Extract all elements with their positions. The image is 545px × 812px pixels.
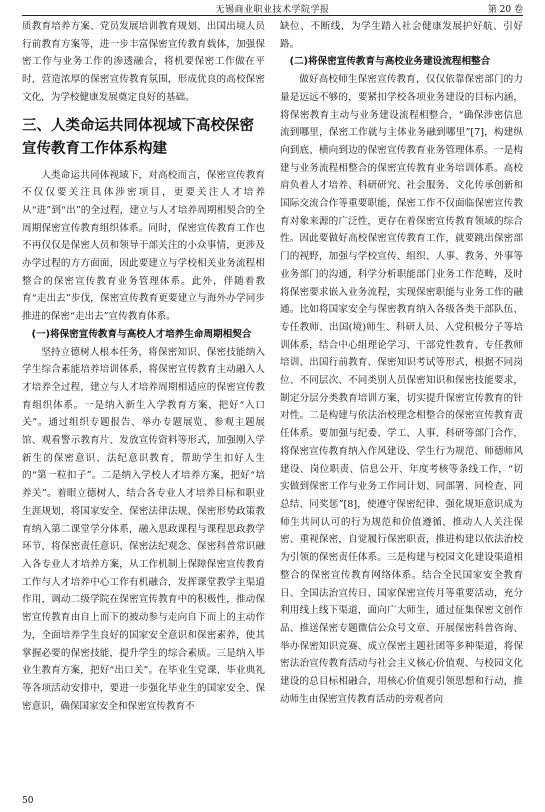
intro-paragraph: 质教育培养方案、党员发展培训教育规划、出国出境人员行前教育方案等，进一步丰富保密宣传教育载体，加强保密工作与业务工作的渗透融合，将机要保密工作做在平时，营造浓厚的保密宣传教育氛围，形成优良的高校保密文化，为学校健康发展奠定良好的基础。 xyxy=(22,21,265,103)
left-column xyxy=(22,18,265,788)
right-column xyxy=(280,18,523,788)
subsection-heading-1: (一)将保密宣传教育与高校人才培养生命周期相契合 xyxy=(31,328,252,340)
continued-paragraph: 缺位、不断线，为学生踏入社会健康发展护好航、引好路。 xyxy=(280,21,523,50)
subsection-paragraph-2: 做好高校师生保密宣传教育，仅仅依靠保密部门的力量是远远不够的，要紧扣学校各项业务建设的目标内涵，将保密教育主动与业务建设流程相整合，“确保涉密信息流到哪里，保密工作就与主体业务融到哪里”[7]，构建纵向到底、横向到边的保密宣传教育业务管理体系。一是构建与业务流程相整合的保密宣传教育业务培训体系。高校肩负着人才培养、科研研究、社会服务、文化传承创新和国际交流合作等重要职能，保密工作不仅面临保密宣传教育对象来源的广泛性，更存在着保密宣传教育领域的综合性。因此要做好高校保密宣传教育工作，就要跳出保密部门的视野，加强与学校宣传、组织、人事、教务、外事等业务部门的沟通，科学分析职能部门业务工作范畴，及时将保密要求嵌入业务流程，实现保密职能与业务工作的融通。比如将国家安全与保密教育纳入各级各类干部队伍、专任教师、出国(境)师生、科研人员、入党积极分子等培训体系，结合中心组理论学习、干部党性教育、专任教师培训、出国行前教育、保密知识考试等形式，根据不同岗位、不同层次、不同类别人员保密知识和保密技能要求，制定分层分类教育培训方案，切实提升保密宣传教育的针对性。二是构建与依法治校理念相整合的保密宣传教育责任体系。要加强与纪委、学工、人事、科研等部门合作，将保密宣传教育纳入作风建设、学生行为规范、师德师风建设、岗位职责、信息公开、年度考核等条线工作，“切实做到保密工作与业务工作同计划、同部署、同检查、同总结、同奖惩”[8]，使遵守保密纪律、强化规矩意识成为师生共同认可的行为规范和价值遵循，推动人人关注保密、重视保密，自觉履行保密职责，推进构建以依法治校为引领的保密责任体系。三是构建与校园文化建设渠道相整合的保密宣传教育网络体系。结合全民国家安全教育日、全国法治宣传日、国家保密宣传月等重要活动，充分利用线上线下渠道，面向广大师生，通过征集保密文创作品、推送保密专题微信公众号文章、开展保密科普咨询、举办保密知识竞赛、成立保密主题社团等多种渠道，将保密法治宣传教育活动与社会主义核心价值观、与校园文化建设的总目标相融合，用核心价值观引领思想和行动，推动师生由保密宣传教育活动的旁观者向 xyxy=(280,74,523,705)
subsection-paragraph-1: 坚持立德树人根本任务，将保密知识、保密技能纳入学生综合素能培养培训体系，将保密宣传教育主动融入人才培养全过程，建立与人才培养周期相适应的保密宣传教育组织体系。一是纳入新生入学教育方案，把好“入口关”。通过组织专题报告、举办专题展览、参观主题展馆、观看警示教育片、发放宣传资料等形式，加强刚入学新生的保密意识、法纪意识教育，帮助学生扣好人生的“第一粒扣子”。二是纳入学校人才培养方案，把好“培养关”。着眼立德树人，结合各专业人才培养目标和职业生涯规划，将国家安全、保密法律法规、保密形势政策教育纳入第二课堂学分体系，融入思政课程与课程思政教学环节，将保密责任意识、保密法纪观念、保密科普常识融入各专业人才培养方案，从工作机制上保障保密宣传教育工作与人才培养中心工作有机融合，发挥课堂教学主渠道作用，调动二级学院在保密宣传教育中的积极性，推动保密宣传教育由自上而下的被动参与走向自下而上的主动作为，全面培养学生良好的国家安全意识和保密素养，使其掌握必要的保密技能，提升学生的综合素质。三是纳入毕业生教育方案，把好“出口关”。在毕业生党课、毕业典礼等各项活动安排中，要进一步强化毕业生的国家安全、保密意识，确保国家安全和保密宣传教育不 xyxy=(22,346,265,712)
section-paragraph: 人类命运共同体视域下，对高校而言，保密宣传教育不仅仅要关注具体涉密项目，更要关注人才培养从“进”到“出”的全过程，建立与人才培养周期相契合的全周期保密宣传教育组织体系。同时，保密宣传教育工作也不再仅仅是保密人员和领导干部关注的小众事情，更涉及办学过程的方方面面，因此要建立与学校相关业务流程相整合的保密宣传教育业务管理体系。此外，伴随着教育“走出去”步伐，保密宣传教育更要建立与海外办学同步推进的保密“走出去”宣传教育体系。 xyxy=(22,169,265,323)
volume-label: 第 20 卷 xyxy=(487,5,523,15)
journal-title: 无锡商业职业技术学院学报 xyxy=(215,5,330,15)
section-heading: 三、人类命运共同体视域下高校保密宣传教育工作体系构建 xyxy=(22,117,254,157)
running-header xyxy=(22,0,523,16)
page-number: 50 xyxy=(22,796,34,806)
subsection-heading-2: (二)将保密宣传教育与高校业务建设流程相整合 xyxy=(289,56,491,68)
